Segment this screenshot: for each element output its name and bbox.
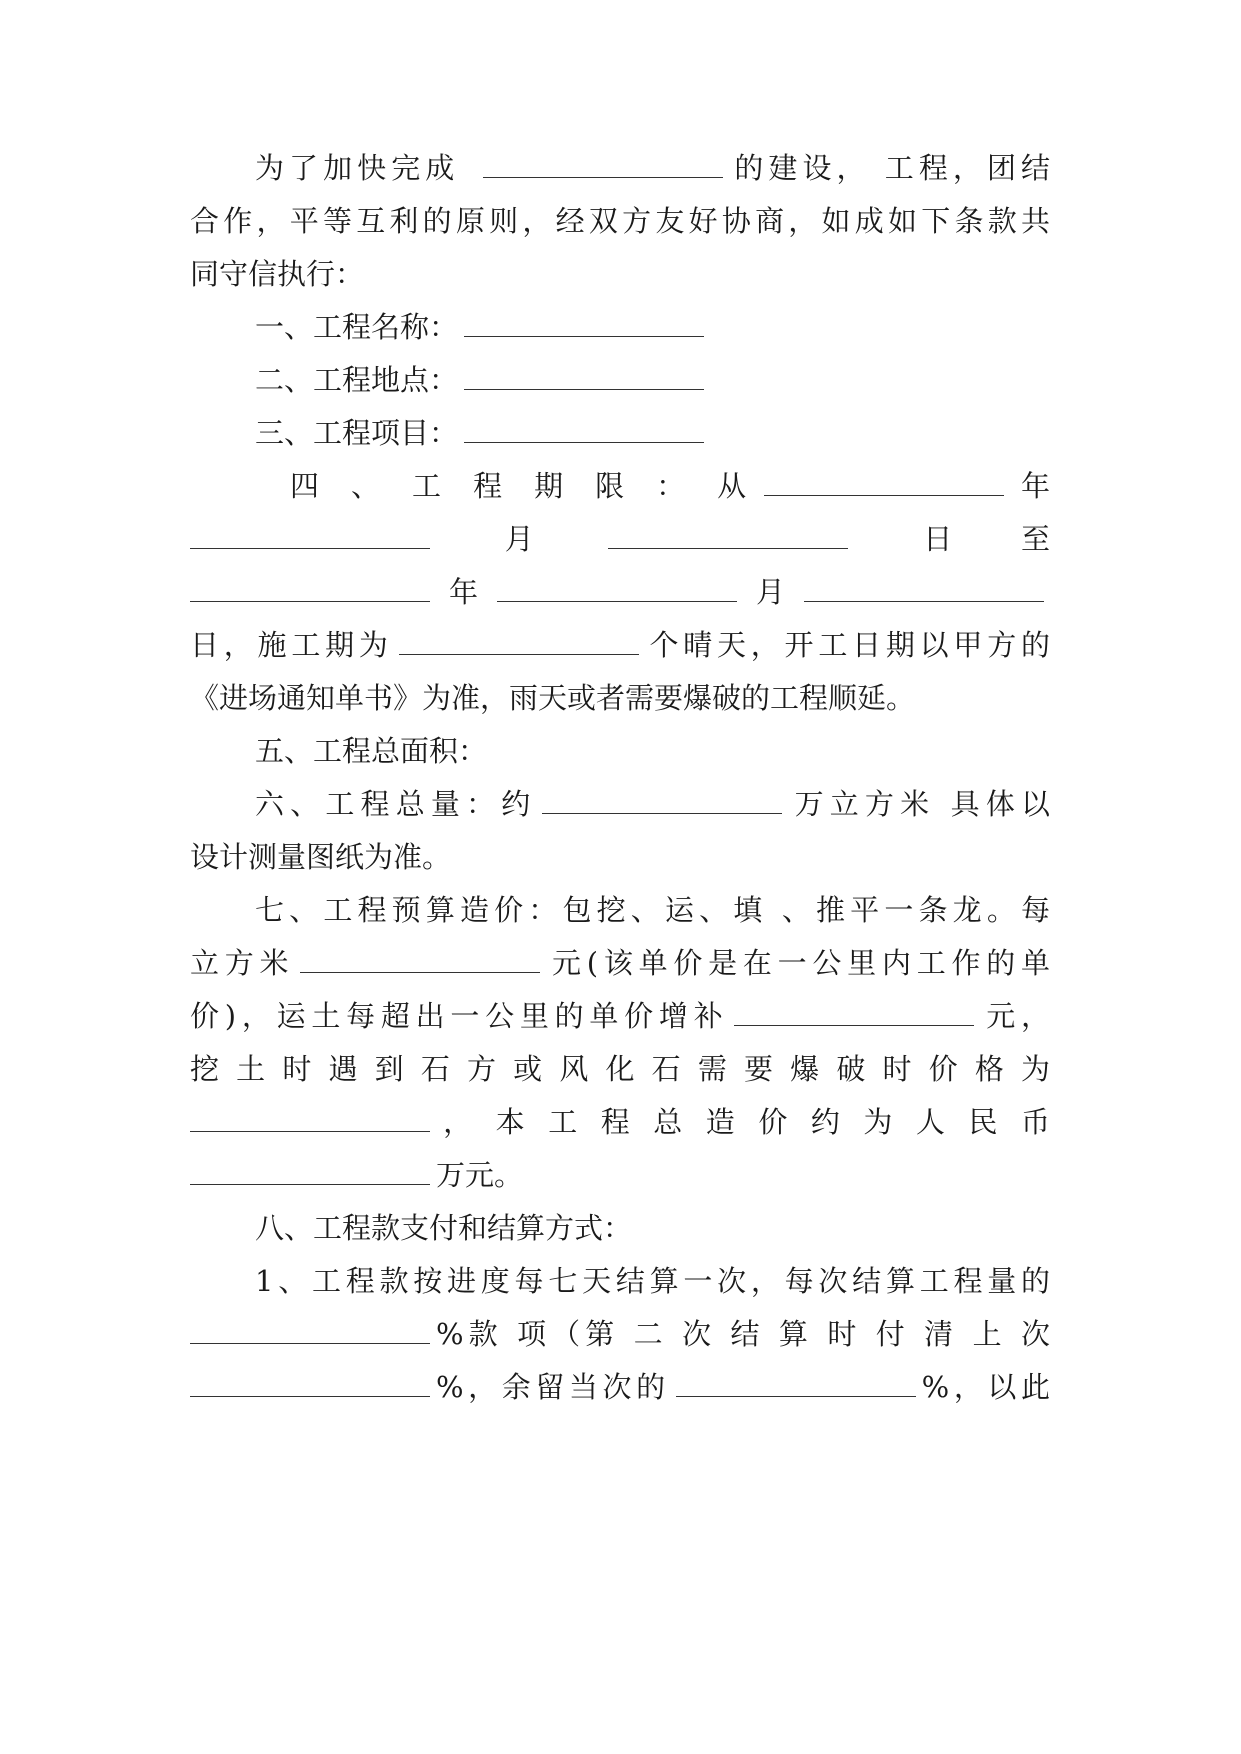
text: 1、工程款按进度每七天结算一次，每次结算工程量的 (255, 1264, 1050, 1298)
text: 六、工程总量：约 (255, 787, 537, 821)
item-project-items (255, 413, 1050, 453)
blank-field[interactable] (190, 575, 430, 602)
text: 万立方米 具体以 (788, 787, 1050, 821)
text: 同守信执行： (190, 257, 365, 291)
text: 二、工程地点： (255, 363, 459, 397)
blank-field[interactable] (300, 946, 540, 973)
item-project-name (255, 307, 1050, 347)
blank-field[interactable] (734, 999, 974, 1026)
item-project-period-line-1 (290, 466, 1050, 506)
text: 万元。 (436, 1158, 524, 1192)
item-payment-line-2 (190, 1314, 1050, 1354)
text: 元， (980, 999, 1050, 1033)
text: 挖 土 时 遇 到 石 方 或 风 化 石 需 要 爆 破 时 价 格 为 (190, 1052, 1050, 1086)
blank-field[interactable] (190, 1105, 430, 1132)
item-budget-line-5 (190, 1102, 1050, 1142)
blank-field[interactable] (464, 310, 704, 337)
text: 日 (854, 522, 1021, 556)
item-budget-line-2 (190, 943, 1050, 983)
text: 设计测量图纸为准。 (190, 840, 452, 874)
blank-field[interactable] (676, 1370, 916, 1397)
item-project-period-line-2 (190, 519, 1050, 559)
text: 七、工程预算造价：包挖、运、填 、推平一条龙。每 (255, 893, 1050, 927)
text: 四 、 工 程 期 限 ： 从 (290, 469, 758, 503)
blank-field[interactable] (190, 1370, 430, 1397)
blank-field[interactable] (464, 363, 704, 390)
text: 八、工程款支付和结算方式： (255, 1211, 633, 1245)
text: 年 (436, 575, 491, 609)
blank-field[interactable] (399, 628, 639, 655)
text: 价)，运土每超出一公里的单价增补 (190, 999, 729, 1033)
blank-field[interactable] (497, 575, 737, 602)
text: 元(该单价是在一公里内工作的单 (546, 946, 1050, 980)
text: %，余留当次的 (436, 1370, 670, 1404)
item-payment-heading (255, 1208, 1050, 1248)
item-payment-line-1 (255, 1261, 1050, 1301)
text: ， 本 工 程 总 造 价 约 为 人 民 币 (436, 1105, 1050, 1139)
text: 三、工程项目： (255, 416, 459, 450)
text: %款 项（第 二 次 结 算 时 付 清 上 次 (436, 1317, 1050, 1351)
text: 月 (436, 522, 603, 556)
paragraph-intro-line-1 (255, 148, 1050, 188)
blank-field[interactable] (190, 1158, 430, 1185)
blank-field[interactable] (483, 151, 723, 178)
blank-field[interactable] (608, 522, 848, 549)
item-budget-line-3 (190, 996, 1050, 1036)
blank-field[interactable] (190, 1317, 430, 1344)
text: 合作，平等互利的原则，经双方友好协商，如成如下条款共 (190, 204, 1050, 238)
blank-field[interactable] (542, 787, 782, 814)
text: 的建设， 工程，团结 (729, 151, 1050, 185)
text: 立方米 (190, 946, 295, 980)
item-project-period-line-5 (190, 678, 1050, 718)
text: 一、工程名称： (255, 310, 459, 344)
text: 年 (1009, 469, 1050, 503)
paragraph-intro-line-2 (190, 201, 1050, 241)
text: 五、工程总面积： (255, 734, 488, 768)
text: 《进场通知单书》为准，雨天或者需要爆破的工程顺延。 (190, 681, 916, 715)
text: 月 (743, 575, 798, 609)
item-payment-line-3 (190, 1367, 1050, 1407)
item-budget-line-4 (190, 1049, 1050, 1089)
item-total-volume-line-2 (190, 837, 1050, 877)
paragraph-intro-line-3 (190, 254, 1050, 294)
blank-field[interactable] (804, 575, 1044, 602)
blank-field[interactable] (464, 416, 704, 443)
item-project-period-line-4 (190, 625, 1050, 665)
text: 为了加快完成 (255, 151, 460, 185)
item-project-location (255, 360, 1050, 400)
blank-field[interactable] (190, 522, 430, 549)
item-total-volume-line-1 (255, 784, 1050, 824)
item-budget-line-6 (190, 1155, 1050, 1195)
text: 日，施工期为 (190, 628, 393, 662)
text: 至 (1020, 522, 1050, 556)
blank-field[interactable] (764, 469, 1004, 496)
item-budget-line-1 (255, 890, 1050, 930)
item-project-period-line-3 (190, 572, 1050, 612)
item-total-area (255, 731, 1050, 771)
text: 个晴天，开工日期以甲方的 (644, 628, 1050, 662)
text: %，以此 (921, 1370, 1050, 1404)
